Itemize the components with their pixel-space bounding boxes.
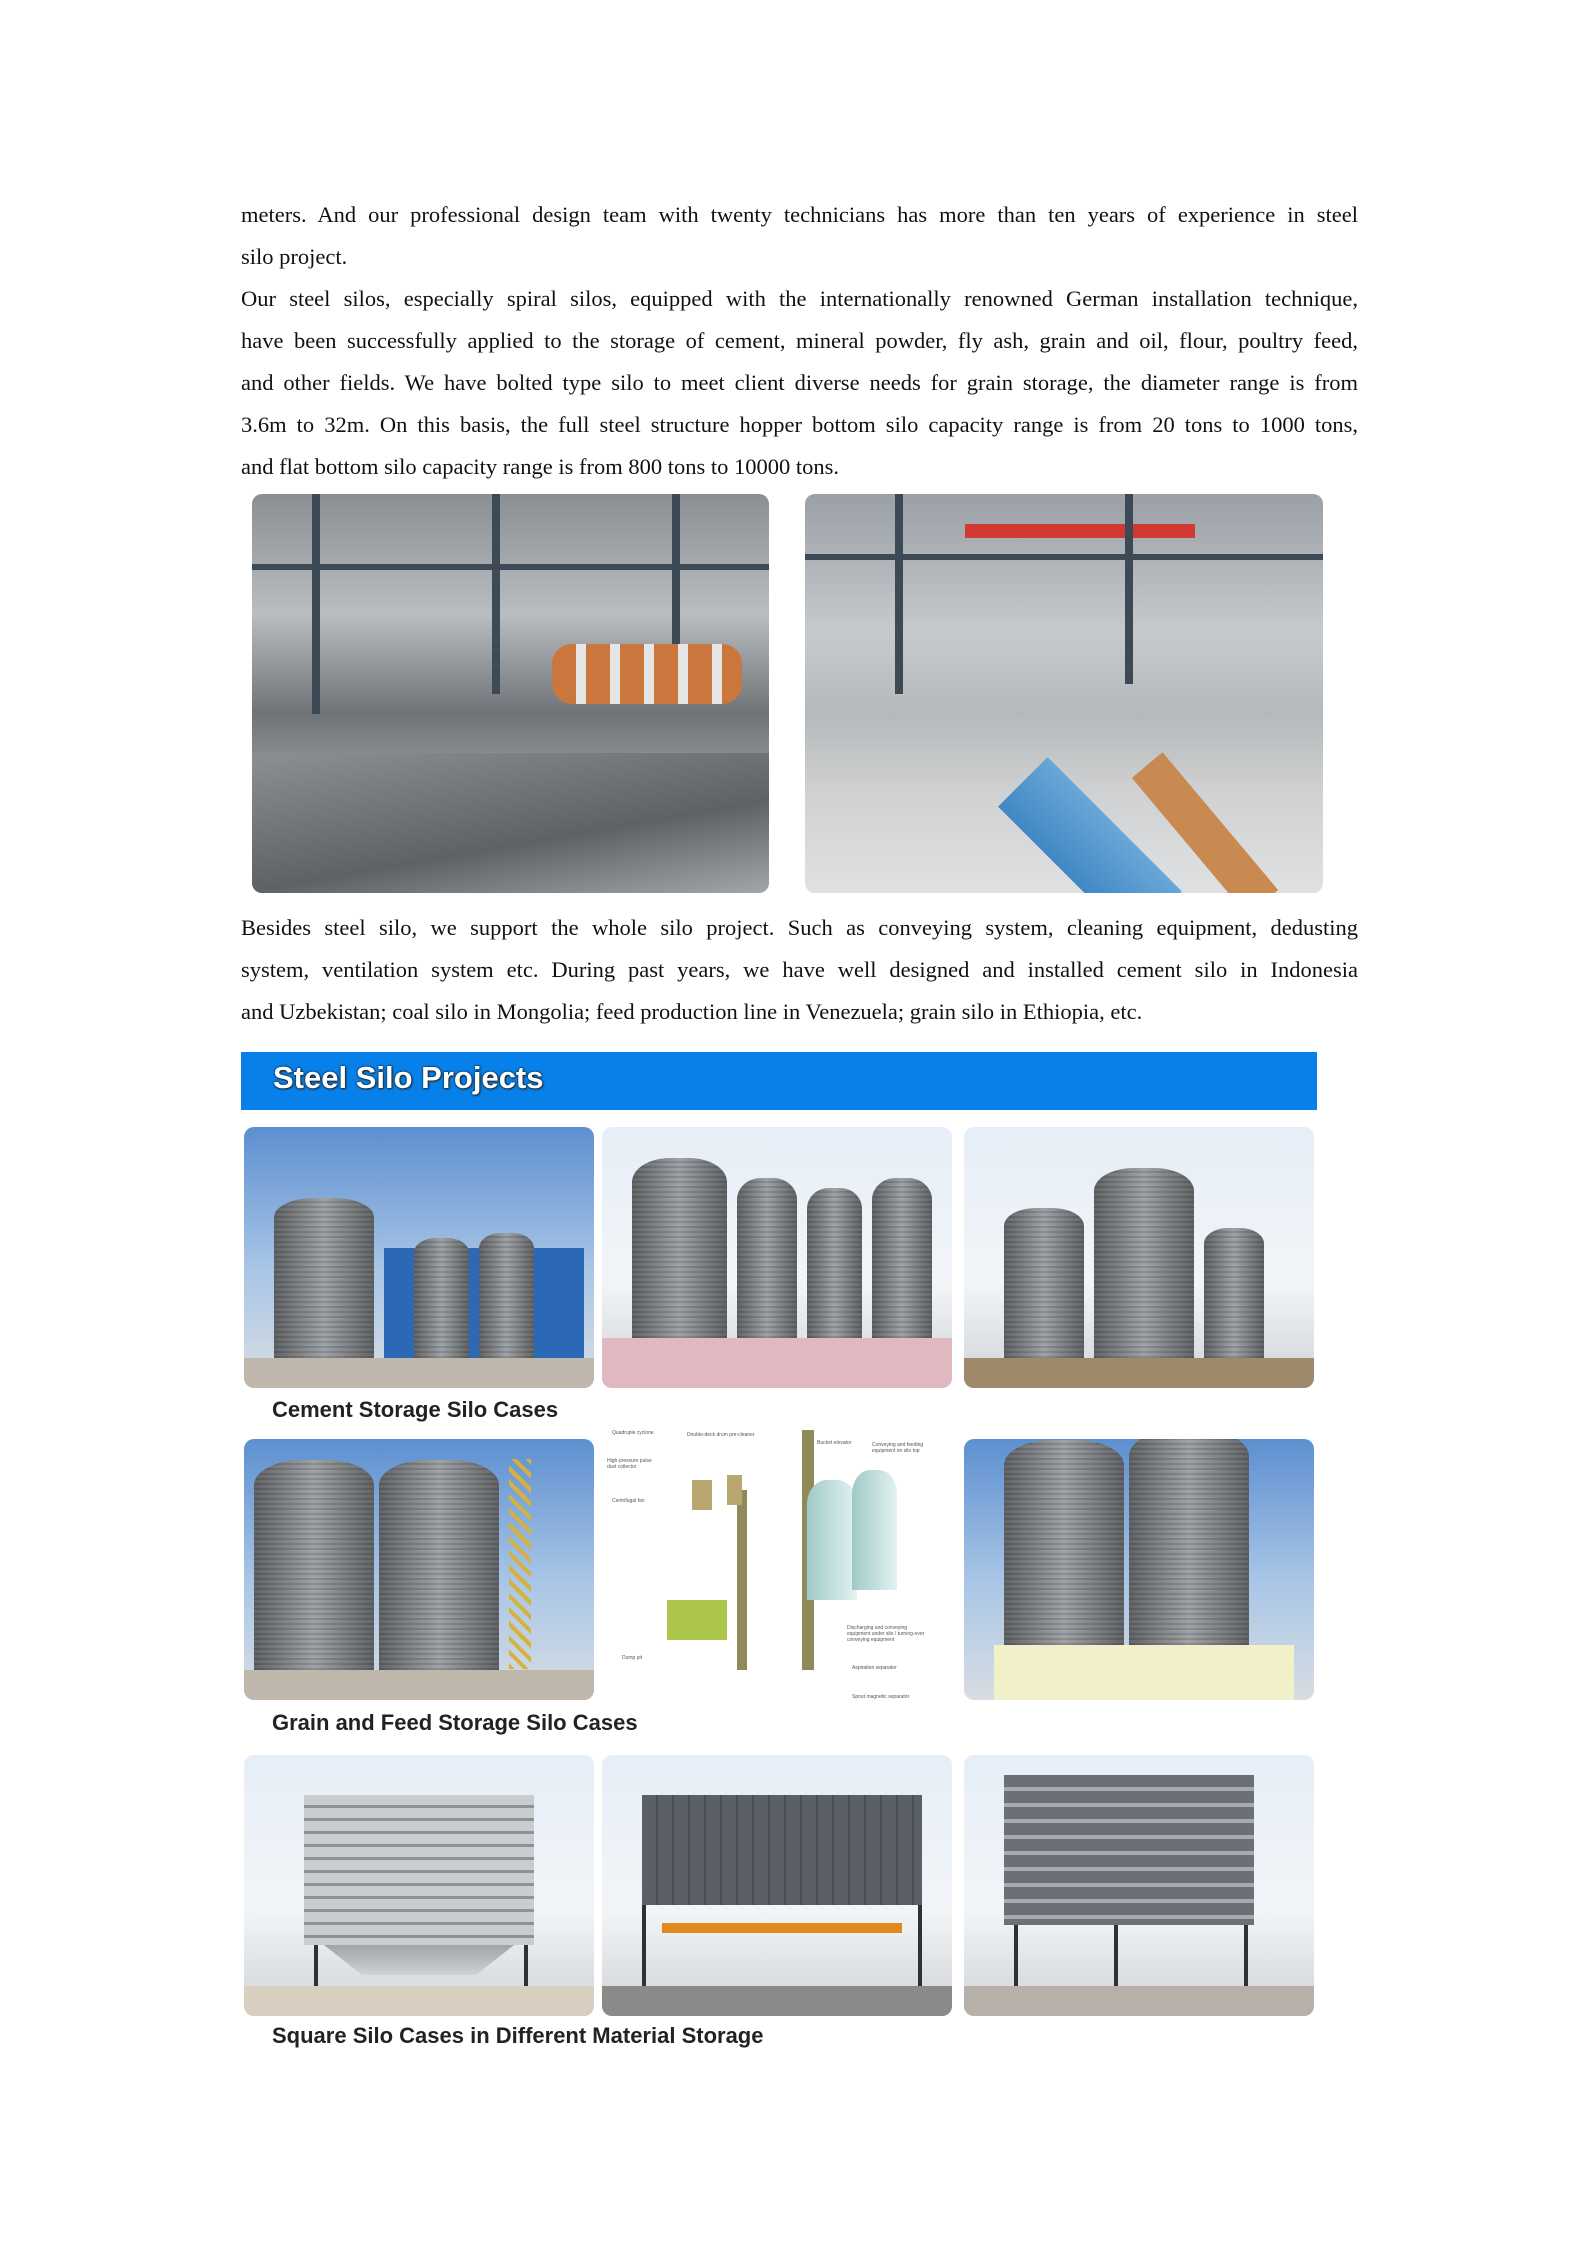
text-line: Our steel silos, especially spiral silos, equipped with the internationally renowned German installation technique, [241,286,1358,311]
cement-silo-photo-3 [964,1127,1314,1388]
diagram-label: Conveying and feeding equipment on silo top [872,1442,924,1454]
text-line: and flat bottom silo capacity range is from 800 tons to 10000 tons. [241,454,840,479]
intro-paragraph [241,194,1358,488]
diagram-label: High-pressure pulse dust collector [607,1458,652,1470]
square-silo-photo-3 [964,1755,1314,2016]
project-paragraph [241,907,1358,1033]
caption-grain: Grain and Feed Storage Silo Cases [272,1710,638,1735]
cement-silo-photo-2 [602,1127,952,1388]
caption-cement: Cement Storage Silo Cases [272,1397,559,1422]
caption-square: Square Silo Cases in Different Material Storage [272,2023,764,2048]
square-silo-photo-2 [602,1755,952,2016]
text-line: 3.6m to 32m. On this basis, the full steel structure hopper bottom silo capacity range is from 20 tons to 1000 tons, [241,412,1358,437]
square-silo-photo-1 [244,1755,594,2016]
diagram-label: Double-deck drum pre-cleaner [687,1432,755,1438]
cement-silo-photo-1 [244,1127,594,1388]
workshop-photo-machinery [805,494,1323,893]
diagram-label: Centrifugal fan [612,1498,645,1504]
diagram-label: Aspiration separator [852,1665,897,1671]
section-title: Steel Silo Projects [273,1060,544,1095]
diagram-label: Discharging and conveying equipment under silo / turning-over conveying equipment [847,1625,925,1643]
section-banner [241,1052,1317,1110]
diagram-label: Dump pit [622,1655,643,1661]
text-line: meters. And our professional design team with twenty technicians has more than ten years of experience in steel [241,202,1358,227]
diagram-label: Quadruple cyclone [612,1430,654,1436]
text-line: silo project. [241,244,348,269]
text-line: and other fields. We have bolted type silo to meet client diverse needs for grain storage, the diameter range is from [241,370,1358,395]
text-line: Besides steel silo, we support the whole silo project. Such as conveying system, cleaning equipment, dedusting [241,915,1358,940]
text-line: have been successfully applied to the storage of cement, mineral powder, fly ash, grain and oil, flour, poultry feed, [241,328,1358,353]
diagram-label: Spout magnetic separator [852,1694,910,1700]
workshop-photo-coils [252,494,769,893]
grain-silo-photo-2 [964,1439,1314,1700]
text-line: system, ventilation system etc. During past years, we have well designed and installed cement silo in Indonesia [241,957,1358,982]
grain-processing-diagram [602,1420,952,1710]
diagram-label: Bucket elevator [817,1440,852,1446]
text-line: and Uzbekistan; coal silo in Mongolia; feed production line in Venezuela; grain silo in Ethiopia, etc. [241,999,1143,1024]
grain-silo-photo-1 [244,1439,594,1700]
